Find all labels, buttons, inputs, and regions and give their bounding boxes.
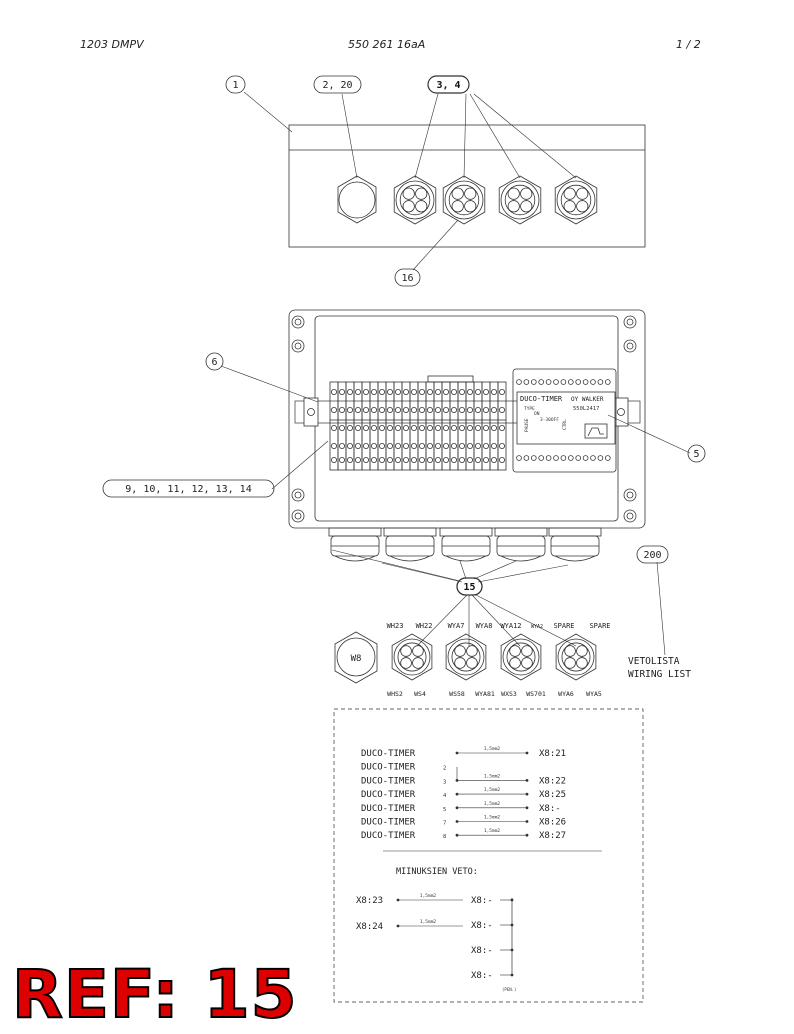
terminal-block (498, 382, 506, 470)
svg-text:1,5mm2: 1,5mm2 (483, 801, 501, 807)
timer-pin (561, 456, 566, 461)
bottom-gland (384, 528, 436, 561)
timer-pin (524, 380, 529, 385)
svg-text:15: 15 (463, 582, 476, 593)
terminal-block (362, 382, 370, 470)
terminal-block (490, 382, 498, 470)
timer-pin (591, 380, 596, 385)
terminal-block (426, 382, 434, 470)
cable-gland (555, 176, 597, 224)
svg-text:X8:27: X8:27 (539, 831, 567, 842)
timer-pin (576, 380, 581, 385)
timer-pin (546, 380, 551, 385)
callout-6 (206, 353, 223, 370)
minus-source: X8:23 (356, 896, 384, 906)
gland-label-bottom: WS4 (414, 690, 426, 698)
svg-text:1,5mm2: 1,5mm2 (483, 829, 501, 835)
wiring-row (361, 746, 566, 759)
gland-label-bottom: WYA6 (558, 690, 574, 698)
svg-text:2, 20: 2, 20 (322, 80, 353, 91)
bottom-gland (549, 528, 601, 561)
svg-text:1: 1 (232, 80, 239, 91)
timer-pin (605, 456, 610, 461)
svg-text:X8:-: X8:- (539, 803, 561, 814)
cable-gland (499, 176, 541, 224)
timer-pin (524, 456, 529, 461)
callout-200 (637, 546, 668, 563)
gland-label-top: SPARE (589, 622, 611, 630)
gland-label-bottom: WHS2 (387, 690, 403, 698)
timer-pin (517, 380, 522, 385)
terminal-block-strip (330, 382, 506, 470)
enclosure-side-view (289, 125, 645, 247)
gland-label-top: WH22 (415, 622, 433, 630)
wiring-list (334, 709, 643, 1002)
svg-text:9, 10, 11, 12, 13, 14: 9, 10, 11, 12, 13, 14 (125, 484, 252, 495)
timer-pin (568, 380, 573, 385)
svg-text:3: 3 (443, 779, 447, 786)
svg-text:1,5mm2: 1,5mm2 (419, 920, 437, 925)
mounting-hole (292, 489, 304, 501)
wiring-row (361, 787, 566, 800)
terminal-block (450, 382, 458, 470)
mounting-hole (624, 340, 636, 352)
callout-3-4 (428, 76, 469, 93)
callout-15 (457, 578, 482, 595)
gland-label-top: WYA2 (530, 624, 544, 630)
terminal-block (466, 382, 474, 470)
callout-5 (688, 445, 705, 462)
gland-detail-row (392, 634, 596, 680)
gland-label-bottom: WS58 (449, 690, 465, 698)
callout-2-20 (314, 76, 361, 93)
svg-text:DUCO-TIMER: DUCO-TIMER (361, 817, 416, 828)
gland-label-top: SPARE (553, 622, 575, 630)
mounting-hole (624, 510, 636, 522)
terminal-block (354, 382, 362, 470)
bottom-gland (495, 528, 547, 561)
wiring-title-en: WIRING LIST (628, 669, 691, 680)
svg-text:5: 5 (693, 449, 700, 460)
svg-text:8: 8 (443, 834, 447, 841)
note: (PEN.) (502, 987, 517, 992)
timer-pin (554, 380, 559, 385)
svg-text:DUCO-TIMER: DUCO-TIMER (361, 803, 416, 814)
cable-gland (394, 176, 436, 224)
header-page: 1 / 2 (676, 38, 701, 51)
svg-text:2: 2 (443, 765, 447, 772)
timer-pin (539, 380, 544, 385)
wiring-row (361, 773, 566, 786)
cable-gland (446, 634, 486, 680)
cable-gland (501, 634, 541, 680)
callout-9-14 (103, 480, 274, 497)
timer-pin (591, 456, 596, 461)
terminal-block (458, 382, 466, 470)
timer-pin (554, 456, 559, 461)
mounting-hole (292, 316, 304, 328)
wiring-row (361, 815, 566, 828)
header-drawing-number: 550 261 16aA (348, 38, 426, 51)
terminal-block (482, 382, 490, 470)
terminal-block (394, 382, 402, 470)
svg-text:OY WALKER: OY WALKER (571, 396, 604, 403)
enclosure-front-view (289, 310, 645, 528)
svg-text:1,5mm2: 1,5mm2 (483, 774, 501, 780)
timer-pin (531, 380, 536, 385)
wiring-row (361, 828, 566, 841)
gland-label-bottom: WS701 (526, 690, 546, 698)
timer-pin (576, 456, 581, 461)
ref-label: REF: 15 (12, 956, 298, 1033)
minus-target: X8:- (471, 946, 493, 956)
timer-pin (561, 380, 566, 385)
minus-title: MIINUKSIEN VETO: (396, 867, 478, 877)
svg-text:3-30OFF: 3-30OFF (540, 418, 559, 423)
svg-text:DUCO-TIMER: DUCO-TIMER (520, 395, 563, 403)
terminal-block (418, 382, 426, 470)
svg-text:TYPE: TYPE (524, 407, 535, 412)
terminal-block (370, 382, 378, 470)
terminal-block (410, 382, 418, 470)
terminal-block (338, 382, 346, 470)
wiring-row (361, 801, 561, 814)
duco-timer (513, 369, 616, 472)
svg-text:1,5mm2: 1,5mm2 (419, 894, 437, 899)
timer-pin (517, 456, 522, 461)
timer-pin (539, 456, 544, 461)
mounting-hole (624, 316, 636, 328)
timer-pin (583, 380, 588, 385)
terminal-block (386, 382, 394, 470)
timer-pin (546, 456, 551, 461)
minus-source: X8:24 (356, 922, 384, 932)
leader-lines-top (244, 92, 576, 270)
svg-text:DUCO-TIMER: DUCO-TIMER (361, 749, 416, 759)
cable-gland (392, 634, 432, 680)
svg-text:X8:22: X8:22 (539, 776, 567, 787)
svg-text:X8:26: X8:26 (539, 817, 567, 828)
svg-text:4: 4 (443, 793, 447, 800)
terminal-block (442, 382, 450, 470)
svg-text:DUCO-TIMER: DUCO-TIMER (361, 831, 416, 842)
svg-text:DUCO-TIMER: DUCO-TIMER (361, 762, 416, 773)
timer-pin (568, 456, 573, 461)
timer-pin (583, 456, 588, 461)
terminal-block (474, 382, 482, 470)
mounting-hole (624, 489, 636, 501)
cable-gland (556, 634, 596, 680)
minus-target: X8:- (471, 971, 493, 981)
bottom-gland (329, 528, 381, 561)
svg-text:1,5mm2: 1,5mm2 (483, 788, 501, 794)
terminal-block (330, 382, 338, 470)
svg-text:PAUSE: PAUSE (525, 418, 530, 432)
terminal-block (346, 382, 354, 470)
terminal-block (402, 382, 410, 470)
callout-16 (395, 269, 420, 286)
gland-label-bottom: WXS3 (501, 690, 517, 698)
timer-pin (598, 456, 603, 461)
gland-label-top: WYA7 (447, 622, 465, 630)
gland-label-bottom: WYA5 (586, 690, 602, 698)
minus-target: X8:- (471, 921, 493, 931)
cable-gland (443, 176, 485, 224)
svg-text:DUCO-TIMER: DUCO-TIMER (361, 790, 416, 801)
svg-text:DUCO-TIMER: DUCO-TIMER (361, 776, 416, 787)
gland-label-top: WYA8 (475, 622, 493, 630)
mounting-hole (292, 340, 304, 352)
svg-text:6: 6 (211, 357, 218, 368)
timer-pin (605, 380, 610, 385)
terminal-block (378, 382, 386, 470)
blank-gland (338, 176, 376, 223)
svg-text:7: 7 (443, 820, 447, 827)
gland-label-top: WYA12 (500, 622, 522, 630)
svg-text:5: 5 (443, 806, 447, 813)
timer-pin (598, 380, 603, 385)
timer-pin (531, 456, 536, 461)
minus-target: X8:- (471, 896, 493, 906)
header-model: 1203 DMPV (80, 38, 144, 51)
svg-text:16: 16 (401, 273, 414, 284)
cable-gland-group (394, 176, 597, 224)
gland-w8 (335, 632, 377, 683)
svg-text:1,5mm2: 1,5mm2 (483, 747, 501, 752)
svg-text:X8:21: X8:21 (539, 749, 567, 759)
svg-text:CTRL: CTRL (563, 419, 568, 430)
svg-text:W8: W8 (350, 654, 362, 664)
svg-text:ON: ON (534, 412, 540, 417)
terminal-block (434, 382, 442, 470)
wiring-title-fi: VETOLISTA (628, 656, 680, 667)
svg-text:3, 4: 3, 4 (436, 80, 461, 91)
gland-label-bottom: WYA81 (475, 690, 495, 698)
svg-text:200: 200 (643, 550, 662, 561)
svg-text:X8:25: X8:25 (539, 790, 567, 801)
wiring-row (361, 763, 446, 773)
enclosure-bottom-glands (329, 528, 601, 561)
callout-1 (226, 76, 245, 93)
svg-text:550L2417: 550L2417 (573, 406, 600, 412)
gland-label-top: WH23 (386, 622, 404, 630)
svg-text:1,5mm2: 1,5mm2 (483, 815, 501, 821)
bottom-gland (440, 528, 492, 561)
mounting-hole (292, 510, 304, 522)
